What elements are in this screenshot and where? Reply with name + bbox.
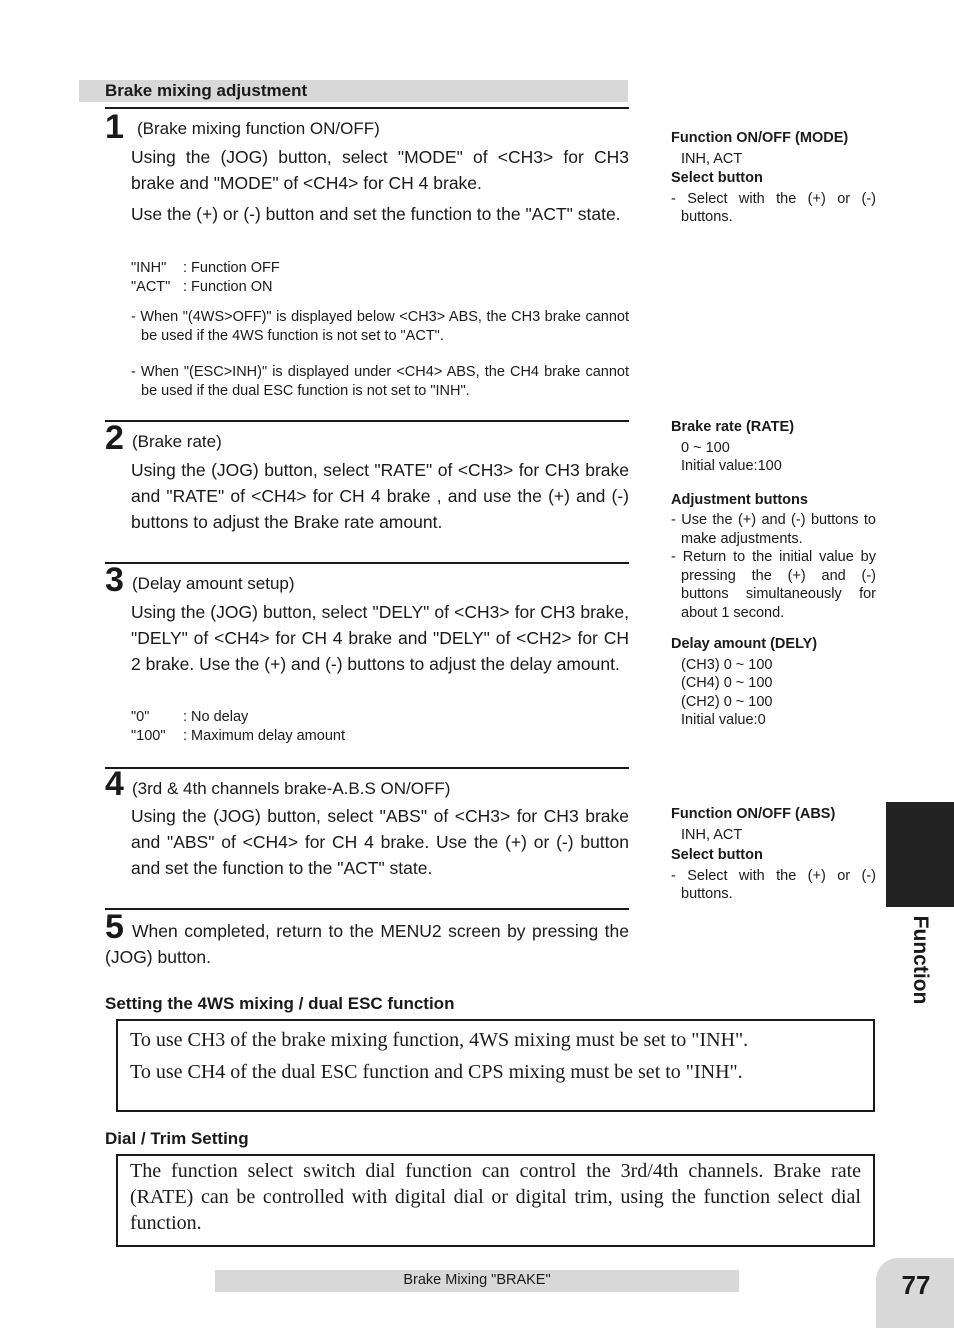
step-paragraph: Use the (+) or (-) button and set the function to the "ACT" state. bbox=[131, 204, 621, 224]
box-text: The function select switch dial function can control the 3rd/4th channels. Brake rate (RATE) can be controlled with digital dial or digital trim, using the function select dial function. bbox=[130, 1160, 861, 1234]
definition-row bbox=[131, 260, 280, 276]
sidebar-value: INH, ACT bbox=[681, 826, 743, 843]
divider bbox=[105, 562, 629, 564]
step-title: (Delay amount setup) bbox=[132, 574, 295, 593]
definition-key: "ACT" bbox=[131, 279, 171, 295]
step-title: (3rd & 4th channels brake-A.B.S ON/OFF) bbox=[132, 779, 451, 798]
definition-key: "INH" bbox=[131, 260, 167, 276]
sidebar-value: 0 ~ 100 bbox=[681, 439, 730, 456]
step-number: 3 bbox=[105, 561, 124, 599]
sidebar-heading: Select button bbox=[671, 170, 763, 186]
sidebar-value: (CH2) 0 ~ 100 bbox=[681, 693, 773, 710]
step-paragraph: Using the (JOG) button, select "DELY" of <CH3> for CH3 brake, "DELY" of <CH4> for CH 4 brake and "DELY" of <CH2> for CH 2 brake. Use the (+) and (-) buttons to adjust the delay amount. bbox=[131, 602, 629, 674]
page-number: 77 bbox=[901, 1270, 931, 1300]
step-number: 1 bbox=[105, 108, 124, 146]
step-title: (Brake mixing function ON/OFF) bbox=[137, 119, 380, 138]
divider bbox=[105, 908, 629, 910]
step-paragraph: Using the (JOG) button, select "RATE" of <CH3> for CH3 brake and "RATE" of <CH4> for CH 4 brake , and use the (+) and (-) buttons to adjust the Brake rate amount. bbox=[131, 460, 629, 532]
sidebar-bullet: - Use the (+) and (-) buttons to make adjustments. bbox=[671, 512, 876, 547]
sidebar-bullet: - Return to the initial value by pressing the (+) and (-) buttons simultaneously for about 1 second. bbox=[671, 549, 876, 621]
sidebar-value: (CH3) 0 ~ 100 bbox=[681, 656, 773, 673]
sidebar-heading: Select button bbox=[671, 847, 763, 863]
definition-value: : Function ON bbox=[183, 279, 273, 295]
section-tab bbox=[886, 802, 954, 907]
definition-value: : Function OFF bbox=[183, 260, 280, 276]
box-line: To use CH3 of the brake mixing function, 4WS mixing must be set to "INH". bbox=[130, 1029, 749, 1051]
step-number: 2 bbox=[105, 419, 124, 457]
step-title: (Brake rate) bbox=[132, 432, 222, 451]
definition-key: "0" bbox=[131, 709, 150, 725]
step-paragraph: When completed, return to the MENU2 screen by pressing the (JOG) button. bbox=[105, 921, 629, 967]
definition-row bbox=[131, 279, 272, 295]
sidebar-value: Initial value:100 bbox=[681, 458, 782, 474]
sidebar-value: INH, ACT bbox=[681, 150, 743, 167]
sidebar-delay bbox=[671, 635, 876, 730]
footer-text: Brake Mixing "BRAKE" bbox=[403, 1272, 551, 1288]
step-number: 5 bbox=[105, 908, 124, 946]
definition-row bbox=[131, 728, 345, 744]
step-number: 4 bbox=[105, 765, 124, 803]
step-paragraph: Using the (JOG) button, select "MODE" of <CH3> for CH3 brake and "MODE" of <CH4> for CH 4 brake. bbox=[131, 147, 629, 193]
definition-value: : Maximum delay amount bbox=[183, 728, 345, 744]
box-line: To use CH4 of the dual ESC function and CPS mixing must be set to "INH". bbox=[130, 1061, 743, 1083]
note: - When "(4WS>OFF)" is displayed below <CH3> ABS, the CH3 brake cannot be used if the 4WS function is not set to "ACT". bbox=[131, 309, 629, 344]
definition-row bbox=[131, 709, 248, 725]
dial-trim-box bbox=[116, 1154, 875, 1247]
sidebar-bullet: - Select with the (+) or (-) buttons. bbox=[671, 867, 876, 902]
sidebar-abs bbox=[671, 805, 876, 904]
setting-4ws-title: Setting the 4WS mixing / dual ESC function bbox=[105, 994, 455, 1013]
sidebar-value: (CH4) 0 ~ 100 bbox=[681, 675, 773, 691]
sidebar-heading: Delay amount (DELY) bbox=[671, 636, 818, 652]
sidebar-value: Initial value:0 bbox=[681, 712, 766, 728]
sidebar-heading: Brake rate (RATE) bbox=[671, 419, 795, 435]
divider bbox=[105, 107, 629, 109]
definition-key: "100" bbox=[131, 728, 166, 744]
divider bbox=[105, 420, 629, 422]
definition-value: : No delay bbox=[183, 709, 249, 725]
sidebar-heading: Function ON/OFF (MODE) bbox=[671, 130, 849, 146]
note: - When "(ESC>INH)" is displayed under <CH4> ABS, the CH4 brake cannot be used if the dual ESC function is not set to "INH". bbox=[131, 364, 629, 399]
setting-4ws-box bbox=[116, 1019, 875, 1112]
sidebar-heading: Function ON/OFF (ABS) bbox=[671, 806, 836, 822]
dial-trim-title: Dial / Trim Setting bbox=[105, 1129, 249, 1148]
step-paragraph: Using the (JOG) button, select "ABS" of <CH3> for CH3 brake and "ABS" of <CH4> for CH 4 brake. Use the (+) or (-) button and set the function to the "ACT" state. bbox=[131, 806, 629, 878]
sidebar-heading: Adjustment buttons bbox=[671, 491, 808, 508]
divider bbox=[105, 767, 629, 769]
sidebar-rate bbox=[671, 418, 876, 622]
side-tab-label: Function bbox=[909, 915, 932, 1005]
sidebar-bullet: - Select with the (+) or (-) buttons. bbox=[671, 190, 876, 225]
sidebar-mode bbox=[671, 129, 876, 227]
section-title: Brake mixing adjustment bbox=[105, 81, 308, 100]
